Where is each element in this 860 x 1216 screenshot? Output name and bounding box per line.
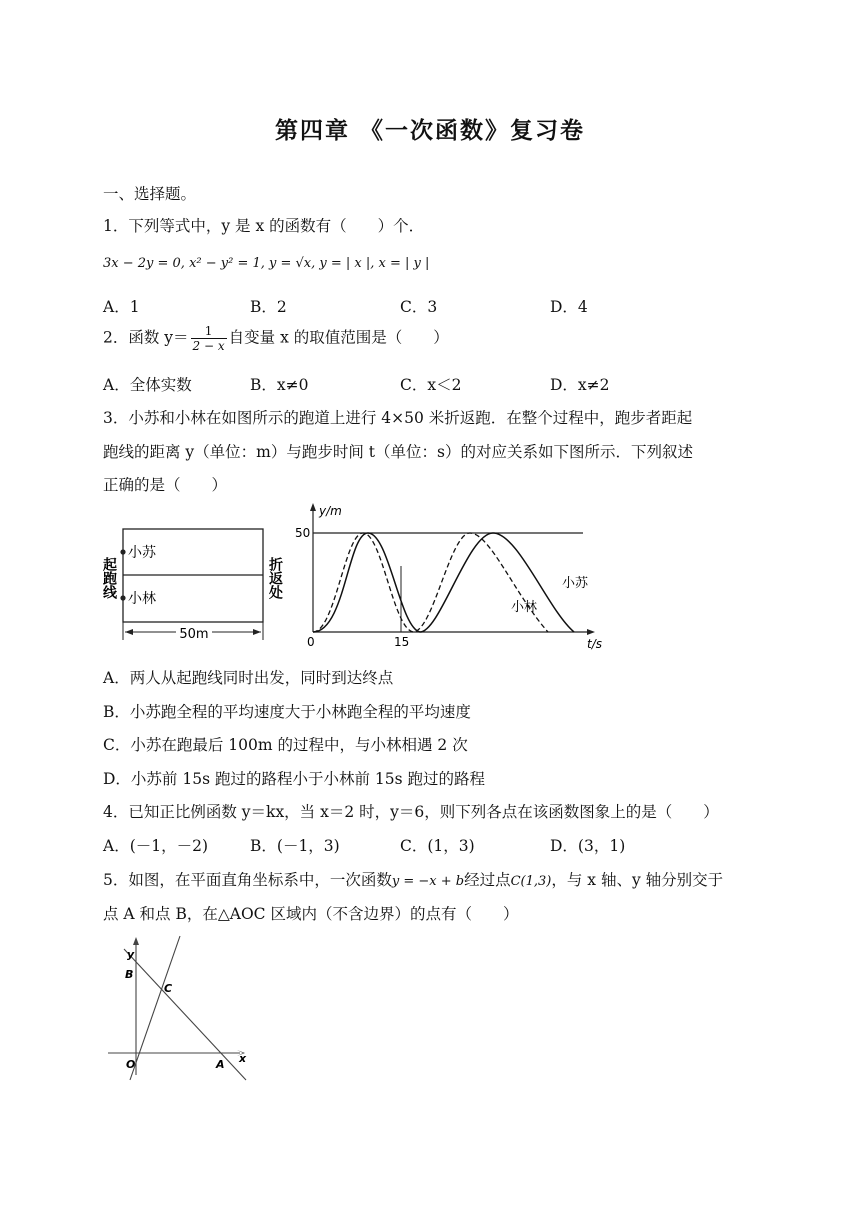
q1-stem: 1．下列等式中，y 是 x 的函数有（ ）个．	[103, 217, 425, 235]
fig-label-x: x	[239, 1052, 247, 1065]
graph-y-label: y/m	[319, 504, 342, 518]
q2-stem	[103, 324, 449, 353]
turn-label: 折返处	[267, 557, 283, 599]
q3-option-c[interactable]: C．小苏在跑最后 100m 的过程中，与小林相遇 2 次	[103, 736, 468, 754]
q3-option-a[interactable]: A．两人从起跑线同时出发，同时到达终点	[103, 669, 394, 687]
q1-option-a[interactable]: A．1	[103, 298, 140, 316]
q2-fraction	[191, 324, 227, 353]
q1-option-b[interactable]: B．2	[250, 298, 287, 316]
q2-frac-denominator: 2 − x	[192, 339, 225, 353]
lane1-label: 小苏	[128, 545, 156, 561]
fig-label-o: O	[126, 1058, 136, 1071]
fig-label-c: C	[164, 982, 173, 995]
q3-option-d[interactable]: D．小苏前 15s 跑过的路程小于小林前 15s 跑过的路程	[103, 770, 485, 788]
xiaolin-curve	[313, 533, 548, 632]
fig-line-oc	[130, 936, 180, 1080]
q2-option-c[interactable]: C．x＜2	[400, 376, 462, 394]
graph-label-xiaolin: 小林	[511, 600, 538, 615]
q5-formula: y = −x + b	[391, 874, 465, 889]
q2-option-b[interactable]: B．x≠0	[250, 376, 309, 394]
fig-label-a: A	[216, 1058, 225, 1071]
graph-origin: 0	[307, 635, 315, 649]
q3-track-figure	[98, 512, 283, 647]
q5-stem-part-b: 经过点	[464, 871, 511, 889]
q3-distance-graph	[290, 500, 610, 655]
xiaosu-curve	[313, 533, 574, 632]
q1-option-c[interactable]: C．3	[400, 298, 438, 316]
section-heading: 一、选择题。	[103, 185, 197, 203]
q5-coordinate-figure	[100, 932, 260, 1082]
q3-stem-line-1: 3．小苏和小林在如图所示的跑道上进行 4×50 米折返跑．在整个过程中，跑步者距起	[103, 409, 693, 427]
start-line-label: 起跑线	[101, 557, 117, 599]
q5-stem-part-c: ，与 x 轴、y 轴分别交于	[551, 871, 724, 889]
fig-line-ab	[124, 949, 246, 1080]
length-label: 50m	[179, 627, 209, 642]
q4-option-c[interactable]: C．(1，3)	[400, 837, 475, 855]
lane2-label: 小林	[128, 591, 156, 607]
q4-option-a[interactable]: A．(－1，－2)	[103, 837, 209, 855]
graph-label-xiaosu: 小苏	[562, 576, 589, 591]
q4-stem: 4．已知正比例函数 y＝kx，当 x＝2 时，y＝6，则下列各点在该函数图象上的是（ ）	[103, 803, 719, 821]
fig-label-b: B	[125, 968, 134, 981]
q2-stem-prefix: 2．函数 y＝	[103, 328, 189, 347]
q5-stem-line-1	[103, 868, 723, 890]
q3-option-b[interactable]: B．小苏跑全程的平均速度大于小林跑全程的平均速度	[103, 703, 471, 721]
q2-option-a[interactable]: A．全体实数	[103, 376, 192, 394]
q3-stem-line-2: 跑线的距离 y（单位：m）与跑步时间 t（单位：s）的对应关系如下图所示．下列叙述	[103, 443, 693, 461]
q2-frac-numerator: 1	[191, 324, 227, 339]
graph-x-label: t/s	[587, 637, 602, 651]
graph-x-tick-15: 15	[394, 635, 410, 649]
q5-stem-part-a: 5．如图，在平面直角坐标系中，一次函数	[103, 871, 392, 889]
graph-y-tick-50: 50	[295, 526, 311, 540]
lane2-start-dot	[120, 595, 125, 600]
q1-formula: 3x − 2y = 0, x² − y² = 1, y = √x, y = | x |, x = | y |	[103, 256, 430, 271]
fig-label-y: y	[127, 948, 135, 961]
q2-stem-suffix: 自变量 x 的取值范围是（ ）	[228, 328, 449, 347]
page-title: 第四章 《一次函数》复习卷	[274, 118, 585, 144]
q3-stem-line-3: 正确的是（ ）	[103, 476, 228, 494]
q4-option-d[interactable]: D．(3，1)	[550, 837, 626, 855]
q2-option-d[interactable]: D．x≠2	[550, 376, 610, 394]
q4-option-b[interactable]: B．(－1，3)	[250, 837, 340, 855]
q5-stem-line-2: 点 A 和点 B，在△AOC 区域内（不含边界）的点有（ ）	[103, 905, 519, 923]
q1-option-d[interactable]: D．4	[550, 298, 588, 316]
q5-point: C(1,3)	[510, 874, 552, 889]
lane1-start-dot	[120, 549, 125, 554]
